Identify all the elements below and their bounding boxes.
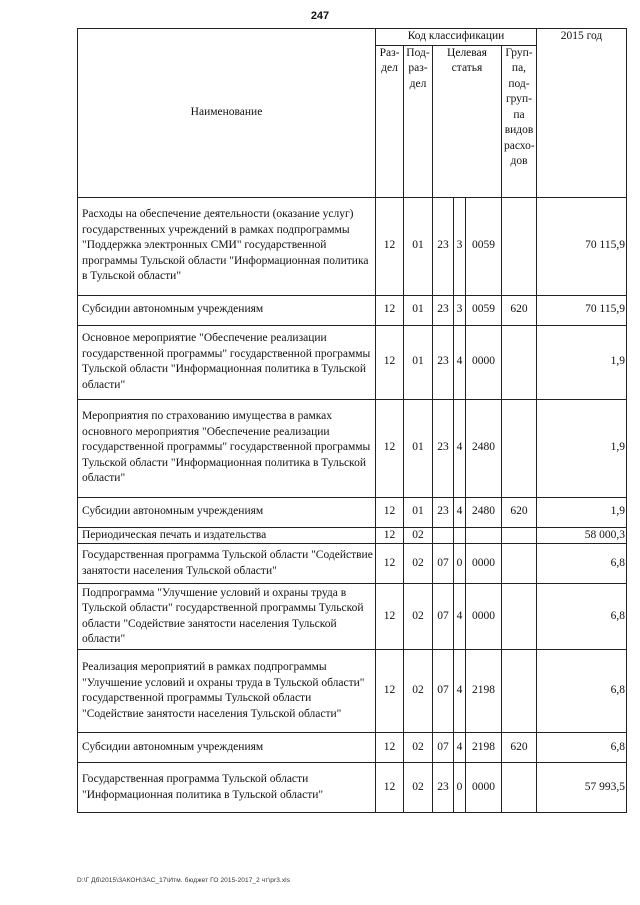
row-target-program: 23 (433, 497, 454, 527)
row-amount: 70 115,9 (537, 295, 627, 325)
row-razdel: 12 (376, 544, 404, 584)
table-row (78, 295, 627, 325)
row-podrazdel: 02 (404, 584, 433, 650)
row-name: Субсидии автономным учреждениям (78, 295, 376, 325)
header-name: Наименование (78, 29, 376, 198)
row-target-program: 07 (433, 584, 454, 650)
table-row (78, 325, 627, 399)
row-podrazdel: 02 (404, 733, 433, 763)
row-amount: 57 993,5 (537, 763, 627, 813)
row-razdel: 12 (376, 763, 404, 813)
file-path-footer: D:\Г Дб\2015\ЗАКОН\ЗАС_17\Итм. бюджет ГО 2015-2017_2 чт\pr3.xls (77, 877, 291, 884)
row-target-subprogram: 3 (454, 295, 466, 325)
row-podrazdel: 01 (404, 399, 433, 497)
row-target-program: 23 (433, 295, 454, 325)
row-expense-type (502, 763, 537, 813)
row-target-program: 07 (433, 650, 454, 733)
row-target-program (433, 527, 454, 544)
row-razdel: 12 (376, 527, 404, 544)
row-target-direction: 0059 (466, 197, 502, 295)
row-razdel: 12 (376, 584, 404, 650)
row-target-direction (466, 527, 502, 544)
row-podrazdel: 01 (404, 325, 433, 399)
row-amount: 1,9 (537, 497, 627, 527)
row-amount: 6,8 (537, 733, 627, 763)
row-target-direction: 0000 (466, 544, 502, 584)
row-amount: 58 000,3 (537, 527, 627, 544)
row-target-direction: 2480 (466, 399, 502, 497)
row-amount: 6,8 (537, 544, 627, 584)
row-razdel: 12 (376, 733, 404, 763)
row-target-program: 07 (433, 733, 454, 763)
row-expense-type: 620 (502, 497, 537, 527)
row-razdel: 12 (376, 497, 404, 527)
header-gruppa-vidov: Груп-па, под-груп-па видов расхо-дов (502, 45, 537, 197)
row-target-subprogram: 4 (454, 650, 466, 733)
table-row (78, 197, 627, 295)
row-amount: 70 115,9 (537, 197, 627, 295)
header-year: 2015 год (537, 29, 627, 198)
row-podrazdel: 01 (404, 295, 433, 325)
table-row (78, 733, 627, 763)
row-target-direction: 2480 (466, 497, 502, 527)
row-target-program: 23 (433, 325, 454, 399)
row-name: Государственная программа Тульской области "Содействие занятости населения Тульской области" (78, 544, 376, 584)
row-expense-type (502, 527, 537, 544)
table-row (78, 544, 627, 584)
row-name: Расходы на обеспечение деятельности (оказание услуг) государственных учреждений в рамках подпрограммы "Поддержка электронных СМИ" государственной программы Тульской области "Информационная политика в Тульской области" (78, 197, 376, 295)
row-target-direction: 2198 (466, 733, 502, 763)
row-expense-type (502, 544, 537, 584)
row-target-subprogram: 4 (454, 399, 466, 497)
row-target-program: 23 (433, 399, 454, 497)
row-expense-type (502, 325, 537, 399)
row-razdel: 12 (376, 295, 404, 325)
budget-table (77, 28, 627, 813)
row-target-program: 07 (433, 544, 454, 584)
row-name: Периодическая печать и издательства (78, 527, 376, 544)
row-expense-type (502, 650, 537, 733)
row-razdel: 12 (376, 197, 404, 295)
row-razdel: 12 (376, 650, 404, 733)
table-row (78, 399, 627, 497)
row-podrazdel: 02 (404, 544, 433, 584)
row-name: Субсидии автономным учреждениям (78, 497, 376, 527)
row-name: Подпрограмма "Улучшение условий и охраны труда в Тульской области" государственной программы Тульской области "Содействие занятости населения Тульской области" (78, 584, 376, 650)
row-target-subprogram: 0 (454, 544, 466, 584)
row-name: Государственная программа Тульской области "Информационная политика в Тульской области" (78, 763, 376, 813)
header-classification: Код классификации (376, 29, 537, 46)
row-target-subprogram: 4 (454, 733, 466, 763)
row-amount: 6,8 (537, 584, 627, 650)
row-name: Основное мероприятие "Обеспечение реализации государственной программы" государственной программы Тульской области "Информационная политика в Тульской области" (78, 325, 376, 399)
row-podrazdel: 01 (404, 497, 433, 527)
row-target-direction: 0000 (466, 584, 502, 650)
table-row (78, 763, 627, 813)
row-expense-type: 620 (502, 295, 537, 325)
row-podrazdel: 02 (404, 650, 433, 733)
row-name: Субсидии автономным учреждениям (78, 733, 376, 763)
row-target-subprogram: 4 (454, 497, 466, 527)
header-razdel: Раз-дел (376, 45, 404, 197)
row-podrazdel: 01 (404, 197, 433, 295)
row-expense-type (502, 399, 537, 497)
header-celevaya-statya: Целевая статья (433, 45, 502, 197)
row-target-program: 23 (433, 197, 454, 295)
row-expense-type (502, 584, 537, 650)
row-target-subprogram: 3 (454, 197, 466, 295)
row-podrazdel: 02 (404, 763, 433, 813)
row-name: Мероприятия по страхованию имущества в рамках основного мероприятия "Обеспечение реализации государственной программы" государственной программы Тульской области "Информационная политика в Тульской области" (78, 399, 376, 497)
row-amount: 1,9 (537, 399, 627, 497)
row-podrazdel: 02 (404, 527, 433, 544)
table-row (78, 650, 627, 733)
row-razdel: 12 (376, 399, 404, 497)
page-number: 247 (310, 10, 330, 22)
table-row (78, 584, 627, 650)
table-row (78, 497, 627, 527)
row-expense-type: 620 (502, 733, 537, 763)
row-target-direction: 0000 (466, 325, 502, 399)
row-target-program: 23 (433, 763, 454, 813)
row-target-subprogram: 4 (454, 325, 466, 399)
row-amount: 6,8 (537, 650, 627, 733)
row-amount: 1,9 (537, 325, 627, 399)
row-target-subprogram (454, 527, 466, 544)
row-target-subprogram: 4 (454, 584, 466, 650)
row-name: Реализация мероприятий в рамках подпрограммы "Улучшение условий и охраны труда в Тульской области" государственной программы Тульской области "Содействие занятости населения Тульской области" (78, 650, 376, 733)
table-body (78, 197, 627, 813)
row-target-direction: 0059 (466, 295, 502, 325)
table-row (78, 527, 627, 544)
row-target-direction: 0000 (466, 763, 502, 813)
row-target-subprogram: 0 (454, 763, 466, 813)
row-target-direction: 2198 (466, 650, 502, 733)
row-expense-type (502, 197, 537, 295)
header-podrazdel: Под-раз-дел (404, 45, 433, 197)
row-razdel: 12 (376, 325, 404, 399)
